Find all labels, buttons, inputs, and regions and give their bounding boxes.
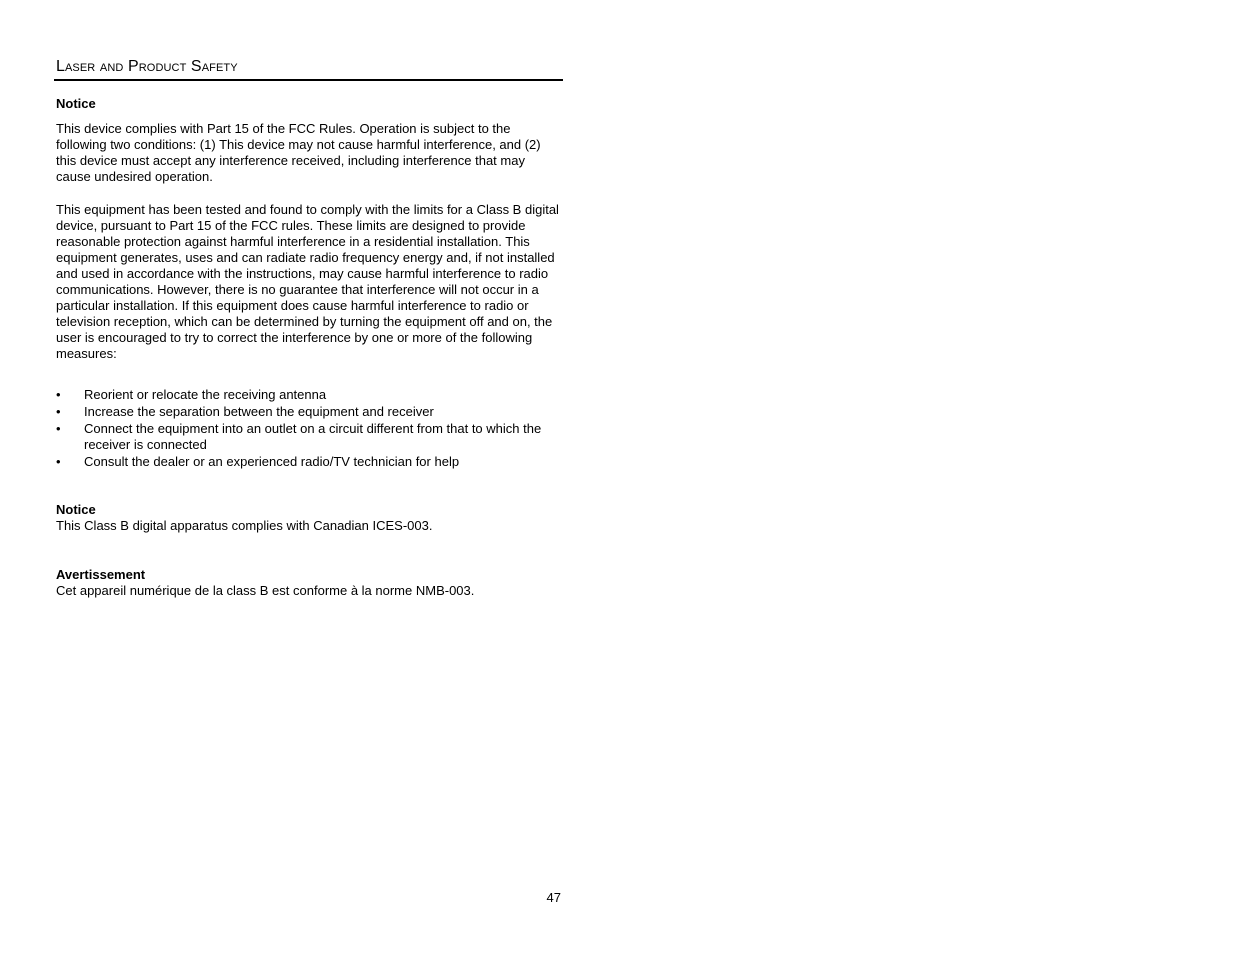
avertissement-text: Cet appareil numérique de la class B est conforme à la norme NMB-003. bbox=[56, 583, 475, 598]
bullet-icon: • bbox=[56, 421, 61, 436]
bullet-icon: • bbox=[56, 454, 61, 469]
bullet-icon: • bbox=[56, 404, 61, 419]
notice-canada-heading: Notice bbox=[56, 502, 96, 517]
bullet-icon: • bbox=[56, 387, 61, 402]
list-item bbox=[56, 421, 562, 453]
page-number: 47 bbox=[546, 890, 561, 905]
list-item-text: Reorient or relocate the receiving antenna bbox=[84, 387, 327, 402]
document-page bbox=[56, 0, 562, 954]
list-item bbox=[56, 387, 562, 403]
list-item bbox=[56, 404, 562, 420]
list-item-text: Increase the separation between the equipment and receiver bbox=[84, 404, 434, 419]
avertissement-heading: Avertissement bbox=[56, 567, 146, 582]
list-item-text: Consult the dealer or an experienced radio/TV technician for help bbox=[84, 454, 460, 469]
canada-ices-text: This Class B digital apparatus complies with Canadian ICES-003. bbox=[56, 518, 433, 533]
notice-fcc-heading: Notice bbox=[56, 96, 96, 111]
fcc-class-b-paragraph: This equipment has been tested and found to comply with the limits for a Class B digital device, pursuant to Part 15 of the FCC rules. These limits are designed to provide reasonable protection against harmful interference in a residential installation. This equipment generates, uses and can radiate radio frequency energy and, if not installed and used in accordance with the instructions, may cause harmful interference to radio communications. However, there is no guarantee that interference will not occur in a particular installation. If this equipment does cause harmful interference to radio or television reception, which can be determined by turning the equipment off and on, the user is encouraged to try to correct the interference by one or more of the following measures: bbox=[56, 202, 559, 361]
fcc-compliance-paragraph: This device complies with Part 15 of the FCC Rules. Operation is subject to the following two conditions: (1) This device may not cause harmful interference, and (2) this device must accept any interference received, including interference that may cause undesired operation. bbox=[56, 121, 541, 184]
list-item bbox=[56, 454, 562, 470]
interference-measures-list bbox=[56, 387, 562, 471]
list-item-text: Connect the equipment into an outlet on a circuit different from that to which the receiver is connected bbox=[84, 421, 542, 452]
title-rule bbox=[54, 79, 563, 81]
section-title: Laser and Product Safety bbox=[56, 58, 238, 75]
